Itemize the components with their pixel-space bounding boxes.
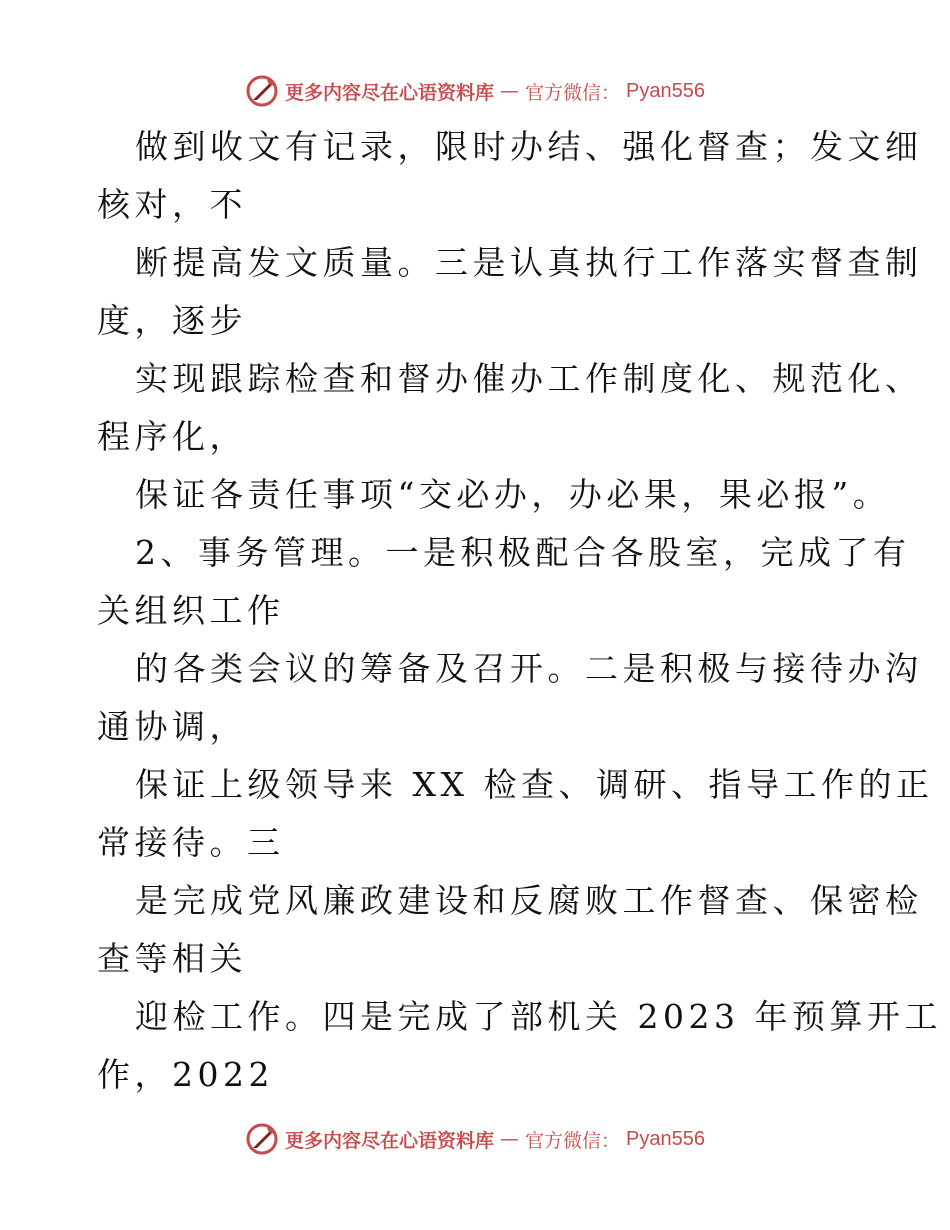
footer-dash: — bbox=[500, 1128, 520, 1150]
quill-logo-icon bbox=[245, 74, 279, 108]
header-official-label: 官方微信： bbox=[525, 81, 621, 104]
body-line: 实现跟踪检查和督办催办工作制度化、规范化、 bbox=[135, 359, 923, 398]
footer-banner bbox=[0, 1119, 950, 1159]
header-banner bbox=[0, 71, 950, 111]
body-line: 作，2022 bbox=[97, 1055, 274, 1094]
body-text bbox=[97, 118, 942, 1104]
body-line: 程序化， bbox=[97, 417, 247, 456]
body-line: 查等相关 bbox=[97, 939, 247, 978]
header-site-name: 更多内容尽在心语资料库 bbox=[285, 81, 495, 104]
body-line: 关组织工作 bbox=[97, 591, 285, 630]
body-line: 常接待。三 bbox=[97, 823, 285, 862]
body-line: 的各类会议的筹备及召开。二是积极与接待办沟 bbox=[135, 649, 923, 688]
body-line: 保证各责任事项“交必办，办必果，果必报”。 bbox=[135, 475, 891, 514]
body-line: 2、事务管理。一是积极配合各股室，完成了有 bbox=[135, 533, 911, 572]
footer-wechat-id: Pyan556 bbox=[626, 1127, 705, 1150]
header-dash: — bbox=[500, 80, 520, 102]
footer-site-name: 更多内容尽在心语资料库 bbox=[285, 1129, 495, 1152]
footer-official-label: 官方微信： bbox=[525, 1129, 621, 1152]
body-line: 是完成党风廉政建设和反腐败工作督查、保密检 bbox=[135, 881, 923, 920]
body-line: 度，逐步 bbox=[97, 301, 247, 340]
body-line: 核对，不 bbox=[97, 185, 247, 224]
header-wechat-id: Pyan556 bbox=[626, 79, 705, 102]
quill-logo-icon bbox=[245, 1122, 279, 1156]
body-line: 断提高发文质量。三是认真执行工作落实督查制 bbox=[135, 243, 923, 282]
body-line: 做到收文有记录，限时办结、强化督查；发文细 bbox=[135, 127, 923, 166]
body-line: 保证上级领导来 XX 检查、调研、指导工作的正 bbox=[135, 765, 934, 804]
body-line: 通协调， bbox=[97, 707, 247, 746]
body-line: 迎检工作。四是完成了部机关 2023 年预算开工 bbox=[135, 997, 942, 1036]
